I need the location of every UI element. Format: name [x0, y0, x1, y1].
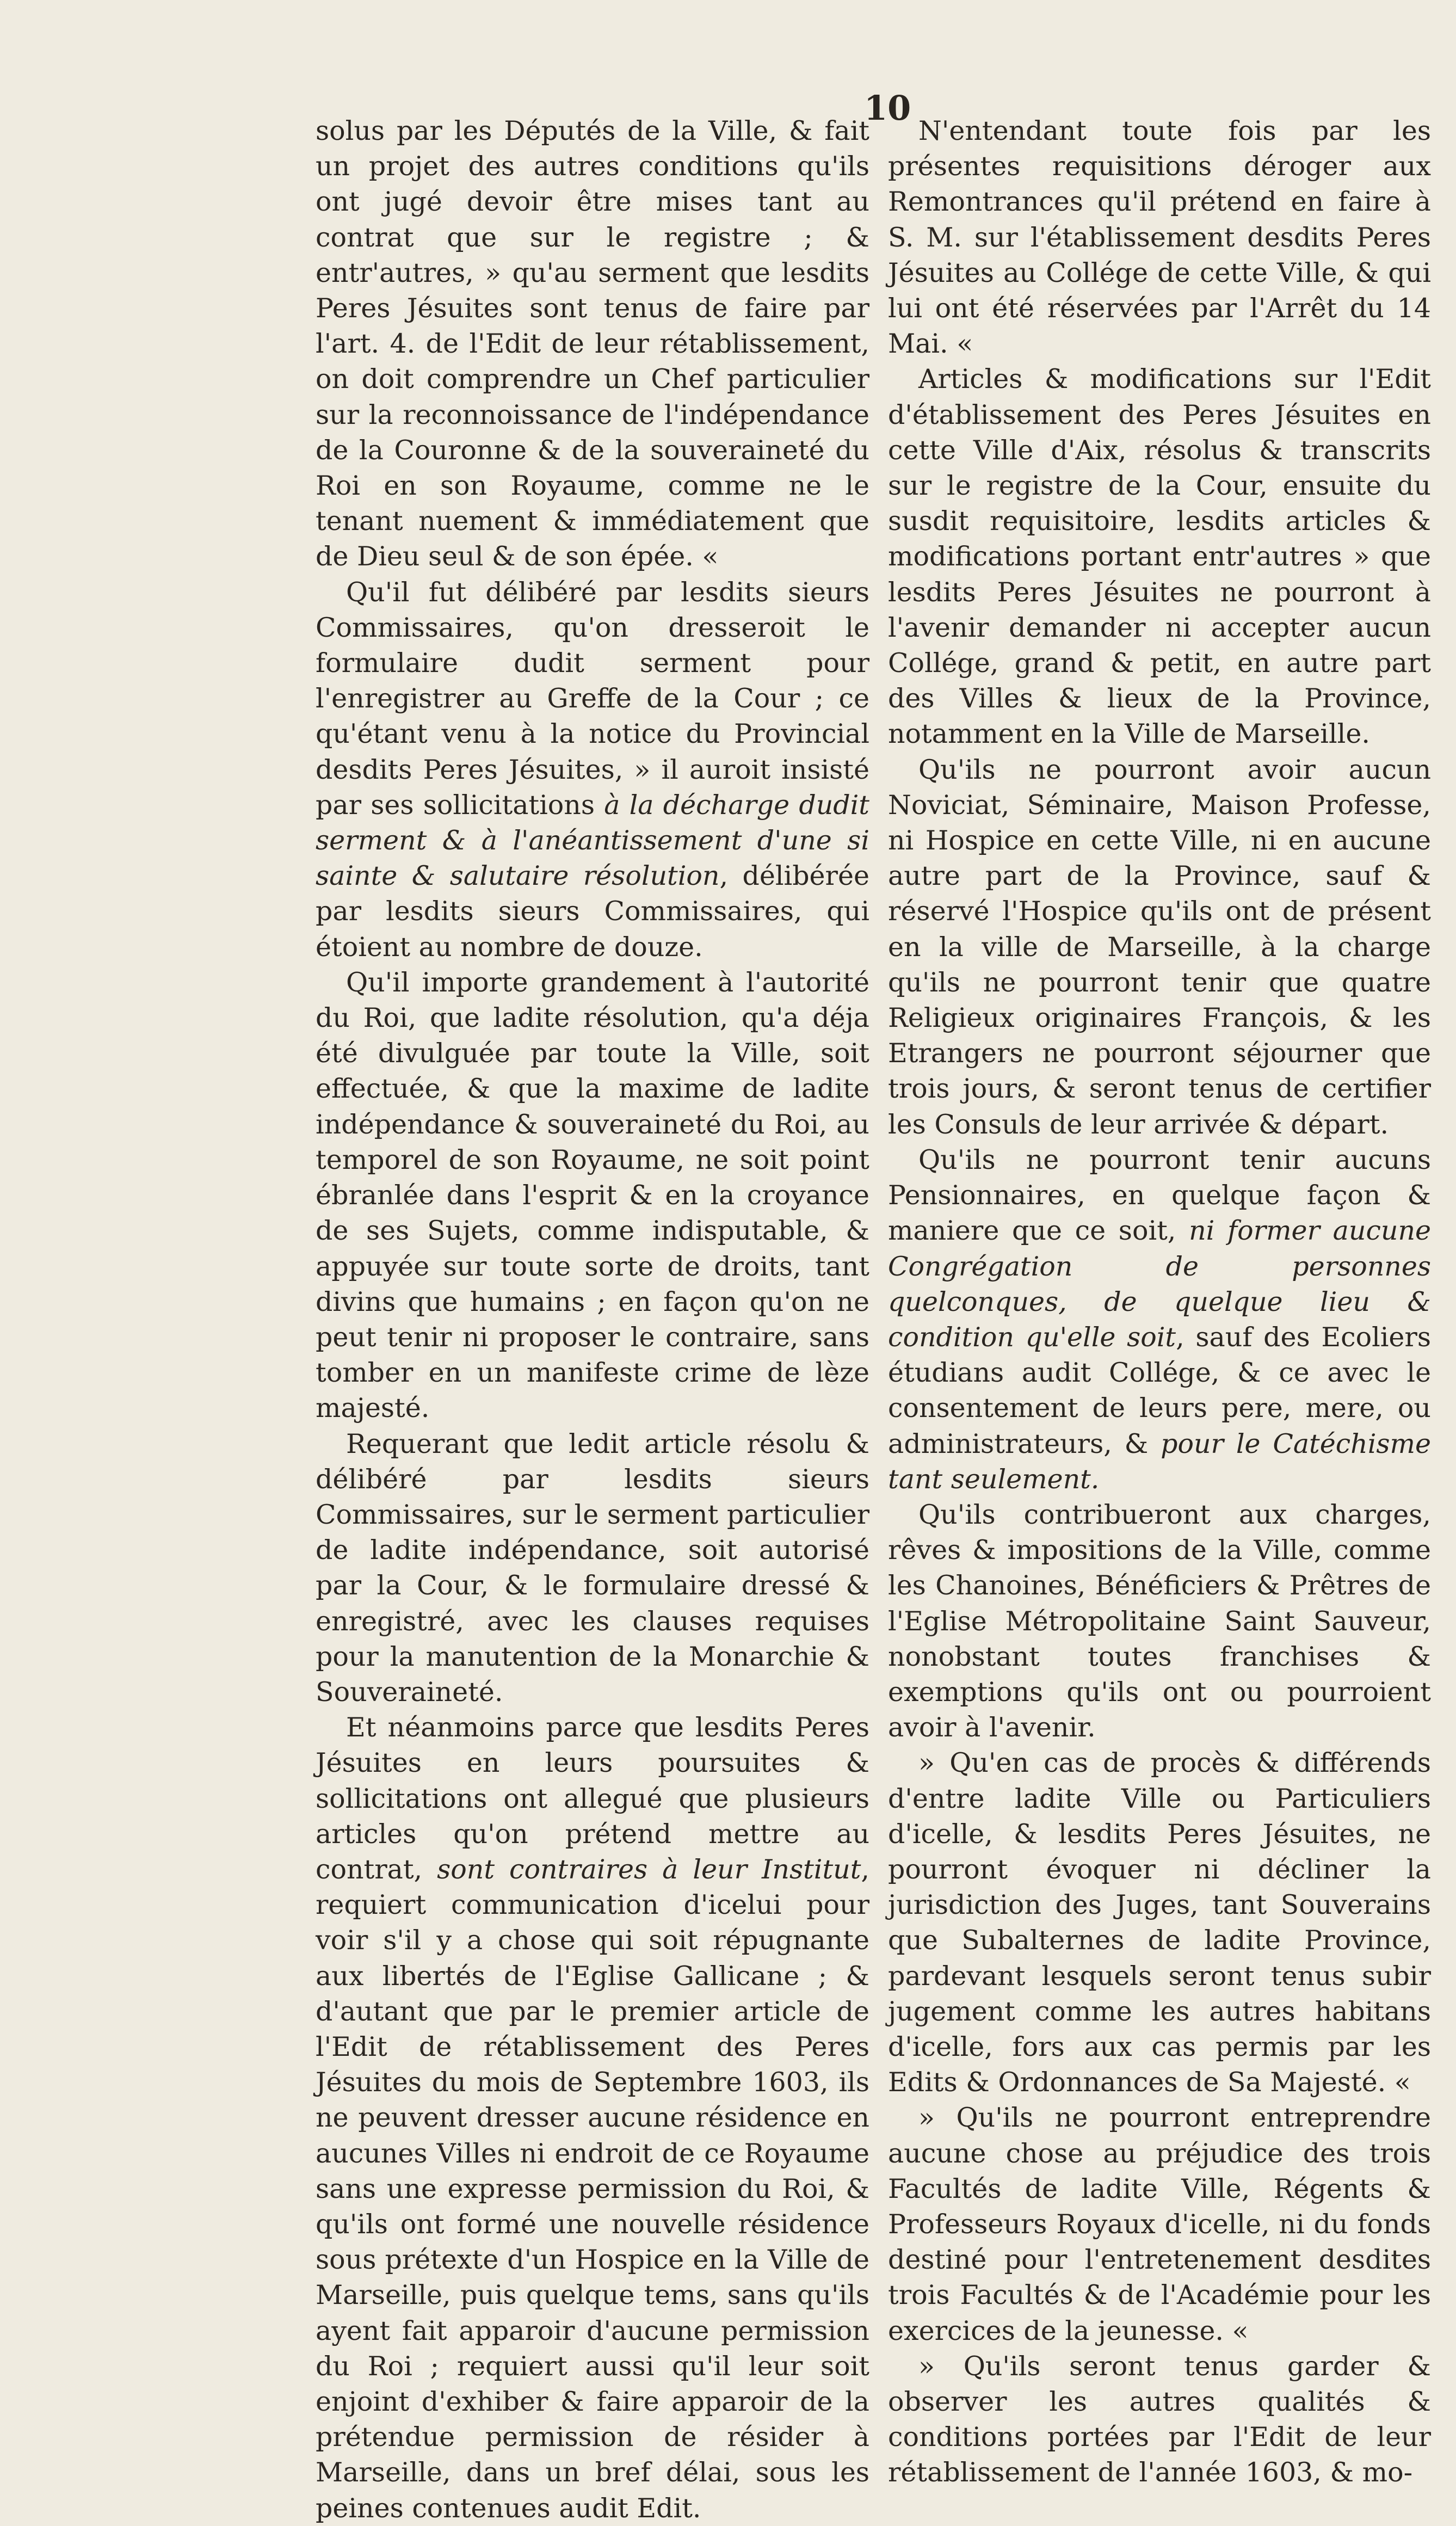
paragraph: Requerant que ledit article résolu & délibéré par lesdits sieurs Commissaires, sur le serment particulier de ladite indépendance, soit autorisé par la Cour, & le formulaire dressé & enregistré, avec les clauses requises pour la manutention de la Monarchie & Souveraineté.	[316, 1428, 869, 1708]
italic-text: sont contraires à leur Institut	[437, 1853, 861, 1885]
left-column	[316, 113, 869, 2526]
paragraph: Qu'il fut délibéré par lesdits sieurs Commissaires, qu'on dresseroit le formulaire dudit serment pour l'enregistrer au Greffe de la Cour ; ce qu'étant venu à la notice du Provincial desdits Peres Jésuites, » il auroit insisté par ses sollicitations à la décharge dudit serment & à l'anéantissement d'une si sainte & salutaire résolution, délibérée par lesdits sieurs Commissaires, qui étoient au nombre de douze.	[316, 576, 869, 963]
paragraph: Qu'il importe grandement à l'autorité du Roi, que ladite résolution, qu'a déja été divulguée par toute la Ville, soit effectuée, & que la maxime de ladite indépendance & souveraineté du Roi, au temporel de son Royaume, ne soit point ébranlée dans l'esprit & en la croyance de ses Sujets, comme indisputable, & appuyée sur toute sorte de droits, tant divins que humains ; en façon qu'on ne peut tenir ni proposer le contraire, sans tomber en un manifeste crime de lèze majesté.	[316, 966, 869, 1424]
italic-text: à la décharge dudit serment & à l'anéantissement d'une si sainte & salutaire résolution	[316, 789, 869, 892]
paragraph: Qu'ils ne pourront avoir aucun Noviciat, Séminaire, Maison Professe, ni Hospice en cette Ville, ni en aucune autre part de la Province, sauf & réservé l'Hospice qu'ils ont de présent en la ville de Marseille, à la charge qu'ils ne pourront tenir que quatre Religieux originaires François, & les Etrangers ne pourront séjourner que trois jours, & seront tenus de certifier les Consuls de leur arrivée & départ.	[888, 754, 1431, 1140]
right-column	[888, 113, 1431, 2491]
paragraph: » Qu'en cas de procès & différends d'entre ladite Ville ou Particuliers d'icelle, & lesdits Peres Jésuites, ne pourront évoquer ni décliner la jurisdiction des Juges, tant Souverains que Subalternes de ladite Province, pardevant lesquels seront tenus subir jugement comme les autres habitans d'icelle, fors aux cas permis par les Edits & Ordonnances de Sa Majesté. «	[888, 1747, 1431, 2098]
paragraph: » Qu'ils seront tenus garder & observer les autres qualités & conditions portées par l'Edit de leur rétablissement de l'année 1603, & mo-	[888, 2350, 1431, 2488]
paragraph: Et néanmoins parce que lesdits Peres Jésuites en leurs poursuites & sollicitations ont allegué que plusieurs articles qu'on prétend mettre au contrat, sont contraires à leur Institut, requiert communication d'icelui pour voir s'il y a chose qui soit répugnante aux libertés de l'Eglise Gallicane ; & d'autant que par le premier article de l'Edit de rétablissement des Peres Jésuites du mois de Septembre 1603, ils ne peuvent dresser aucune résidence en aucunes Villes ni endroit de ce Royaume sans une expresse permission du Roi, & qu'ils ont formé une nouvelle résidence sous prétexte d'un Hospice en la Ville de Marseille, puis quelque tems, sans qu'ils ayent fait apparoir d'aucune permission du Roi ; requiert aussi qu'il leur soit enjoint d'exhiber & faire apparoir de la prétendue permission de résider à Marseille, dans un bref délai, sous les peines contenues audit Edit.	[316, 1712, 869, 2524]
paragraph: » Qu'ils ne pourront entreprendre aucune chose au préjudice des trois Facultés de ladite Ville, Régents & Professeurs Royaux d'icelle, ni du fonds destiné pour l'entretenement desdites trois Facultés & de l'Académie pour les exercices de la jeunesse. «	[888, 2102, 1431, 2346]
paragraph: Articles & modifications sur l'Edit d'établissement des Peres Jésuites en cette Ville d'Aix, résolus & transcrits sur le registre de la Cour, ensuite du susdit requisitoire, lesdits articles & modifications portant entr'autres » que lesdits Peres Jésuites ne pourront à l'avenir demander ni accepter aucun Collége, grand & petit, en autre part des Villes & lieux de la Province, notamment en la Ville de Marseille.	[888, 364, 1431, 750]
paragraph: Qu'ils ne pourront tenir aucuns Pensionnaires, en quelque façon & maniere que ce soit, ni former aucune Congrégation de personnes quelconques, de quelque lieu & condition qu'elle soit, sauf des Ecoliers étudians audit Collége, & ce avec le consentement de leurs pere, mere, ou administrateurs, & pour le Catéchisme tant seulement.	[888, 1144, 1432, 1495]
italic-text: pour le Catéchisme tant seulement.	[888, 1428, 1431, 1495]
italic-text: ni former aucune Congrégation de personnes quelconques, de quelque lieu & condition qu'elle soit	[888, 1215, 1432, 1353]
paragraph: solus par les Députés de la Ville, & fait un projet des autres conditions qu'ils ont jugé devoir être mises tant au contrat que sur le registre ; & entr'autres, » qu'au serment que lesdits Peres Jésuites sont tenus de faire par l'art. 4. de l'Edit de leur rétablissement, on doit comprendre un Chef particulier sur la reconnoissance de l'indépendance de la Couronne & de la souveraineté du Roi en son Royaume, comme ne le tenant nuement & immédiatement que de Dieu seul & de son épée. «	[316, 115, 869, 572]
paragraph: N'entendant toute fois par les présentes requisitions déroger aux Remontrances qu'il prétend en faire à S. M. sur l'établissement desdits Peres Jésuites au Collége de cette Ville, & qui lui ont été réservées par l'Arrêt du 14 Mai. «	[888, 115, 1431, 360]
page-number: 10	[864, 88, 911, 128]
paragraph: Qu'ils contribueront aux charges, rêves & impositions de la Ville, comme les Chanoines, Bénéficiers & Prêtres de l'Eglise Métropolitaine Saint Sauveur, nonobstant toutes franchises & exemptions qu'ils ont ou pourroient avoir à l'avenir.	[888, 1499, 1431, 1743]
